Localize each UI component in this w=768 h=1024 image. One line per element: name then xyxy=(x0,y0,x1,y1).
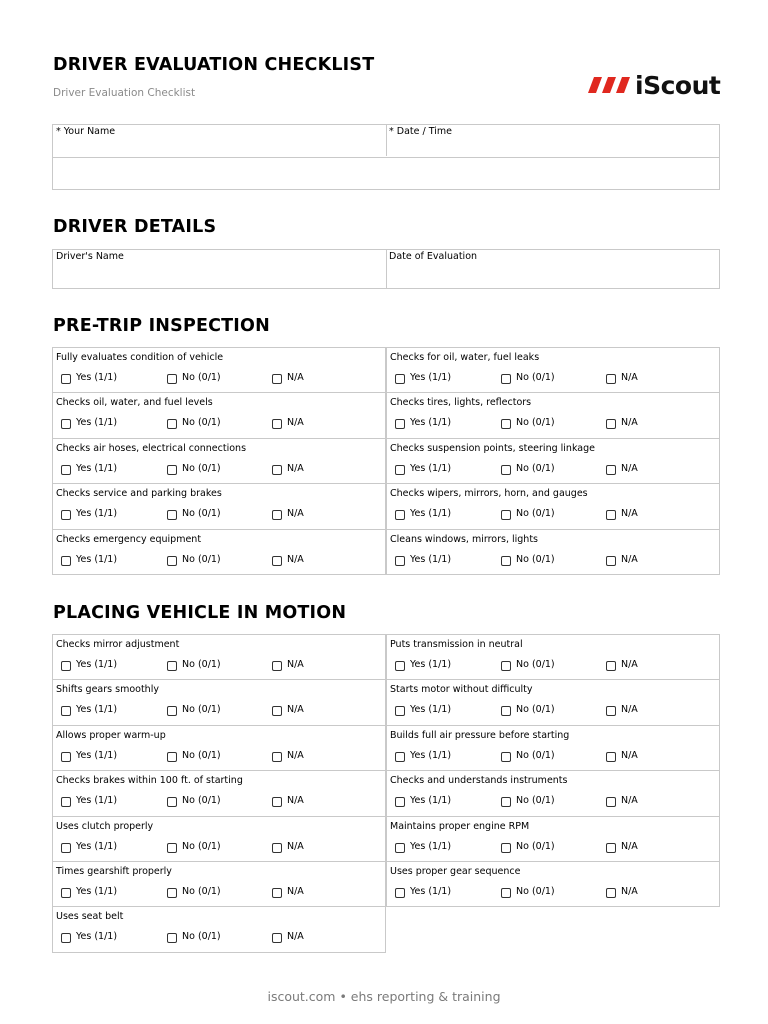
na-option[interactable] xyxy=(606,749,638,762)
na-option-label: N/A xyxy=(621,704,638,716)
no-option[interactable] xyxy=(501,416,555,429)
checkbox[interactable] xyxy=(167,888,177,898)
question-label: Checks for oil, water, fuel leaks xyxy=(390,352,540,363)
your-name-field[interactable] xyxy=(53,125,386,157)
question-label: Builds full air pressure before starting xyxy=(390,729,570,741)
no-option-label: No (0/1) xyxy=(182,462,221,474)
yes-option[interactable] xyxy=(61,885,117,898)
checkbox[interactable] xyxy=(272,888,282,898)
na-option-label: N/A xyxy=(287,749,304,761)
checkbox[interactable] xyxy=(61,933,71,943)
na-option[interactable] xyxy=(606,840,638,853)
checklist-item xyxy=(386,679,720,725)
footer-text: iscout.com • ehs reporting & training xyxy=(267,989,501,1004)
checklist-item xyxy=(52,392,386,438)
question-label: Checks tires, lights, reflectors xyxy=(390,397,532,409)
checkbox[interactable] xyxy=(395,888,405,898)
driver-details-table xyxy=(52,249,720,289)
drivers-name-field[interactable] xyxy=(53,250,386,288)
checklist-item xyxy=(386,861,720,907)
no-option-label: No (0/1) xyxy=(516,508,555,520)
yes-option[interactable] xyxy=(61,553,117,566)
yes-option-label: Yes (1/1) xyxy=(76,886,118,897)
checkbox[interactable] xyxy=(606,843,616,853)
brand-logo xyxy=(588,70,720,100)
no-option-label: No (0/1) xyxy=(182,372,221,383)
question-label: Checks oil, water, and fuel levels xyxy=(56,397,213,409)
na-option-label: N/A xyxy=(287,553,304,565)
na-option[interactable] xyxy=(606,416,638,429)
na-option-label: N/A xyxy=(287,372,304,383)
no-option-label: No (0/1) xyxy=(516,795,555,807)
checkbox[interactable] xyxy=(61,661,71,671)
na-option[interactable] xyxy=(272,371,304,384)
no-option[interactable] xyxy=(167,885,221,898)
question-label: Fully evaluates condition of vehicle xyxy=(56,352,224,363)
yes-option-label: Yes (1/1) xyxy=(410,886,452,897)
yes-option-label: Yes (1/1) xyxy=(76,462,118,474)
yes-option-label: Yes (1/1) xyxy=(76,840,118,852)
checkbox[interactable] xyxy=(501,465,511,475)
checkbox[interactable] xyxy=(61,706,71,716)
checkbox[interactable] xyxy=(606,465,616,475)
na-option[interactable] xyxy=(606,885,638,898)
checkbox[interactable] xyxy=(501,374,511,384)
checklist-item xyxy=(386,770,720,816)
yes-option[interactable] xyxy=(395,885,451,898)
yes-option-label: Yes (1/1) xyxy=(76,417,118,429)
na-option[interactable] xyxy=(272,840,304,853)
no-option[interactable] xyxy=(501,658,555,671)
question-label: Checks wipers, mirrors, horn, and gauges xyxy=(390,488,588,500)
question-label: Checks emergency equipment xyxy=(56,533,202,545)
checklist-item xyxy=(386,816,720,862)
no-option-label: No (0/1) xyxy=(182,704,221,716)
checkbox[interactable] xyxy=(167,419,177,429)
na-option[interactable] xyxy=(272,658,304,671)
yes-option-label: Yes (1/1) xyxy=(410,840,452,852)
no-option-label: No (0/1) xyxy=(516,462,555,474)
question-label: Allows proper warm-up xyxy=(56,729,166,741)
notes-field[interactable] xyxy=(53,158,719,189)
na-option[interactable] xyxy=(272,507,304,520)
checkbox[interactable] xyxy=(167,510,177,520)
checkbox[interactable] xyxy=(395,843,405,853)
na-option[interactable] xyxy=(606,703,638,716)
checkbox[interactable] xyxy=(395,556,405,566)
yes-option[interactable] xyxy=(61,794,117,807)
no-option[interactable] xyxy=(167,930,221,943)
no-option-label: No (0/1) xyxy=(516,749,555,761)
checkbox[interactable] xyxy=(606,419,616,429)
logo-slashes-icon xyxy=(588,77,632,93)
checkbox[interactable] xyxy=(606,797,616,807)
no-option-label: No (0/1) xyxy=(182,553,221,565)
yes-option[interactable] xyxy=(395,507,451,520)
checkbox[interactable] xyxy=(606,556,616,566)
checkbox[interactable] xyxy=(395,510,405,520)
checkbox[interactable] xyxy=(272,556,282,566)
na-option-label: N/A xyxy=(621,417,638,429)
yes-option-label: Yes (1/1) xyxy=(410,417,452,429)
na-option-label: N/A xyxy=(621,659,638,670)
checkbox[interactable] xyxy=(167,706,177,716)
date-time-label: * Date / Time xyxy=(389,126,452,137)
checkbox[interactable] xyxy=(167,465,177,475)
yes-option-label: Yes (1/1) xyxy=(410,553,452,565)
no-option[interactable] xyxy=(501,507,555,520)
yes-option[interactable] xyxy=(395,794,451,807)
checklist-item xyxy=(386,529,720,575)
checkbox[interactable] xyxy=(395,374,405,384)
yes-option-label: Yes (1/1) xyxy=(76,659,118,670)
na-option-label: N/A xyxy=(287,462,304,474)
evaluation-date-field[interactable] xyxy=(387,250,719,288)
question-label: Cleans windows, mirrors, lights xyxy=(390,533,539,545)
checkbox[interactable] xyxy=(395,419,405,429)
na-option[interactable] xyxy=(272,703,304,716)
na-option[interactable] xyxy=(606,794,638,807)
na-option[interactable] xyxy=(606,507,638,520)
na-option[interactable] xyxy=(606,462,638,475)
checklist-item xyxy=(52,347,386,393)
na-option-label: N/A xyxy=(621,508,638,520)
checklist-item xyxy=(52,861,386,907)
na-option[interactable] xyxy=(606,553,638,566)
checkbox[interactable] xyxy=(501,706,511,716)
no-option-label: No (0/1) xyxy=(182,840,221,852)
no-option[interactable] xyxy=(167,749,221,762)
no-option[interactable] xyxy=(167,658,221,671)
na-option[interactable] xyxy=(272,885,304,898)
checkbox[interactable] xyxy=(167,374,177,384)
yes-option[interactable] xyxy=(61,507,117,520)
checkbox[interactable] xyxy=(272,465,282,475)
no-option[interactable] xyxy=(501,749,555,762)
na-option[interactable] xyxy=(272,416,304,429)
checkbox[interactable] xyxy=(272,752,282,762)
na-option-label: N/A xyxy=(287,508,304,520)
na-option-label: N/A xyxy=(621,795,638,807)
no-option[interactable] xyxy=(501,885,555,898)
checkbox[interactable] xyxy=(61,510,71,520)
no-option[interactable] xyxy=(167,553,221,566)
yes-option[interactable] xyxy=(61,658,117,671)
checkbox[interactable] xyxy=(606,706,616,716)
no-option[interactable] xyxy=(167,416,221,429)
no-option[interactable] xyxy=(501,703,555,716)
na-option[interactable] xyxy=(272,930,304,943)
checkbox[interactable] xyxy=(61,888,71,898)
yes-option[interactable] xyxy=(61,416,117,429)
no-option-label: No (0/1) xyxy=(516,704,555,716)
checklist-item xyxy=(52,906,386,952)
no-option-label: No (0/1) xyxy=(182,417,221,429)
checklist-item xyxy=(386,392,720,438)
checkbox[interactable] xyxy=(501,510,511,520)
your-name-label: * Your Name xyxy=(56,126,116,137)
na-option-label: N/A xyxy=(287,659,304,670)
checklist-item xyxy=(52,529,386,575)
yes-option[interactable] xyxy=(61,840,117,853)
yes-option[interactable] xyxy=(61,930,117,943)
yes-option[interactable] xyxy=(395,703,451,716)
yes-option[interactable] xyxy=(61,371,117,384)
checkbox[interactable] xyxy=(501,843,511,853)
checkbox[interactable] xyxy=(501,888,511,898)
yes-option[interactable] xyxy=(61,749,117,762)
na-option-label: N/A xyxy=(287,931,304,943)
checklist-item xyxy=(386,438,720,484)
checkbox[interactable] xyxy=(395,465,405,475)
motion-heading: PLACING VEHICLE IN MOTION xyxy=(53,603,347,623)
na-option-label: N/A xyxy=(621,886,638,897)
question-label: Checks brakes within 100 ft. of starting xyxy=(56,775,243,787)
question-label: Times gearshift properly xyxy=(56,866,172,877)
question-label: Uses proper gear sequence xyxy=(390,866,521,877)
checkbox[interactable] xyxy=(606,374,616,384)
no-option-label: No (0/1) xyxy=(516,659,555,670)
checkbox[interactable] xyxy=(606,510,616,520)
checkbox[interactable] xyxy=(606,661,616,671)
checkbox[interactable] xyxy=(272,933,282,943)
yes-option-label: Yes (1/1) xyxy=(410,659,452,670)
question-label: Uses seat belt xyxy=(56,911,124,923)
yes-option-label: Yes (1/1) xyxy=(76,372,118,383)
checkbox[interactable] xyxy=(167,933,177,943)
checkbox[interactable] xyxy=(167,556,177,566)
no-option-label: No (0/1) xyxy=(516,886,555,897)
question-label: Maintains proper engine RPM xyxy=(390,820,530,832)
no-option-label: No (0/1) xyxy=(516,372,555,383)
checkbox[interactable] xyxy=(272,797,282,807)
pre-trip-heading: PRE-TRIP INSPECTION xyxy=(53,316,270,336)
no-option[interactable] xyxy=(501,840,555,853)
na-option-label: N/A xyxy=(287,840,304,852)
na-option-label: N/A xyxy=(621,553,638,565)
checkbox[interactable] xyxy=(606,752,616,762)
question-label: Checks air hoses, electrical connections xyxy=(56,442,247,454)
checkbox[interactable] xyxy=(61,419,71,429)
checkbox[interactable] xyxy=(501,556,511,566)
na-option-label: N/A xyxy=(287,417,304,429)
checkbox[interactable] xyxy=(395,797,405,807)
na-option-label: N/A xyxy=(287,704,304,716)
na-option[interactable] xyxy=(272,462,304,475)
na-option-label: N/A xyxy=(621,462,638,474)
question-label: Shifts gears smoothly xyxy=(56,684,159,696)
checkbox[interactable] xyxy=(272,374,282,384)
no-option-label: No (0/1) xyxy=(182,886,221,897)
yes-option[interactable] xyxy=(395,416,451,429)
checkbox[interactable] xyxy=(272,510,282,520)
checkbox[interactable] xyxy=(167,797,177,807)
checklist-item xyxy=(386,725,720,771)
na-option-label: N/A xyxy=(621,372,638,383)
page-title: DRIVER EVALUATION CHECKLIST xyxy=(53,55,375,75)
yes-option-label: Yes (1/1) xyxy=(410,704,452,716)
yes-option-label: Yes (1/1) xyxy=(410,462,452,474)
checkbox[interactable] xyxy=(395,661,405,671)
yes-option[interactable] xyxy=(395,749,451,762)
yes-option-label: Yes (1/1) xyxy=(410,795,452,807)
checkbox[interactable] xyxy=(272,706,282,716)
no-option[interactable] xyxy=(501,553,555,566)
question-label: Starts motor without difficulty xyxy=(390,684,533,696)
question-label: Uses clutch properly xyxy=(56,820,154,832)
no-option[interactable] xyxy=(167,462,221,475)
checkbox[interactable] xyxy=(501,752,511,762)
checkbox[interactable] xyxy=(272,419,282,429)
checklist-item xyxy=(52,770,386,816)
checkbox[interactable] xyxy=(606,888,616,898)
no-option[interactable] xyxy=(501,462,555,475)
yes-option-label: Yes (1/1) xyxy=(76,508,118,520)
na-option-label: N/A xyxy=(287,795,304,807)
question-label: Checks and understands instruments xyxy=(390,775,568,787)
na-option-label: N/A xyxy=(287,886,304,897)
yes-option-label: Yes (1/1) xyxy=(76,795,118,807)
evaluation-date-label: Date of Evaluation xyxy=(389,251,478,262)
question-label: Puts transmission in neutral xyxy=(390,639,523,650)
na-option[interactable] xyxy=(606,371,638,384)
no-option-label: No (0/1) xyxy=(516,840,555,852)
checkbox[interactable] xyxy=(272,843,282,853)
yes-option[interactable] xyxy=(395,658,451,671)
checkbox[interactable] xyxy=(167,661,177,671)
checkbox[interactable] xyxy=(272,661,282,671)
checkbox[interactable] xyxy=(167,752,177,762)
checklist-item xyxy=(386,483,720,529)
checklist-item xyxy=(52,816,386,862)
yes-option-label: Yes (1/1) xyxy=(76,553,118,565)
checkbox[interactable] xyxy=(501,661,511,671)
question-label: Checks suspension points, steering linkage xyxy=(390,442,595,454)
na-option[interactable] xyxy=(272,794,304,807)
no-option-label: No (0/1) xyxy=(182,508,221,520)
checkbox[interactable] xyxy=(61,556,71,566)
no-option[interactable] xyxy=(167,507,221,520)
yes-option-label: Yes (1/1) xyxy=(76,749,118,761)
no-option[interactable] xyxy=(167,840,221,853)
no-option-label: No (0/1) xyxy=(182,659,221,670)
yes-option[interactable] xyxy=(395,371,451,384)
na-option-label: N/A xyxy=(621,749,638,761)
checkbox[interactable] xyxy=(395,752,405,762)
question-label: Checks mirror adjustment xyxy=(56,639,180,650)
checklist-item xyxy=(52,634,386,680)
checkbox[interactable] xyxy=(395,706,405,716)
yes-option[interactable] xyxy=(395,553,451,566)
yes-option[interactable] xyxy=(395,840,451,853)
no-option-label: No (0/1) xyxy=(516,553,555,565)
yes-option-label: Yes (1/1) xyxy=(76,704,118,716)
page-subtitle: Driver Evaluation Checklist xyxy=(53,87,196,99)
yes-option-label: Yes (1/1) xyxy=(410,508,452,520)
checkbox[interactable] xyxy=(501,419,511,429)
checkbox[interactable] xyxy=(167,843,177,853)
no-option-label: No (0/1) xyxy=(182,931,221,943)
no-option-label: No (0/1) xyxy=(182,749,221,761)
no-option[interactable] xyxy=(501,371,555,384)
drivers-name-label: Driver's Name xyxy=(56,251,124,262)
checkbox[interactable] xyxy=(61,752,71,762)
no-option-label: No (0/1) xyxy=(516,417,555,429)
checklist-item xyxy=(52,438,386,484)
yes-option[interactable] xyxy=(61,703,117,716)
no-option[interactable] xyxy=(167,371,221,384)
no-option[interactable] xyxy=(501,794,555,807)
no-option[interactable] xyxy=(167,703,221,716)
checklist-item xyxy=(386,347,720,393)
na-option[interactable] xyxy=(272,749,304,762)
driver-details-heading: DRIVER DETAILS xyxy=(53,217,217,237)
no-option[interactable] xyxy=(167,794,221,807)
yes-option-label: Yes (1/1) xyxy=(76,931,118,943)
checklist-item xyxy=(52,679,386,725)
question-label: Checks service and parking brakes xyxy=(56,488,222,500)
yes-option-label: Yes (1/1) xyxy=(410,749,452,761)
yes-option-label: Yes (1/1) xyxy=(410,372,452,383)
logo-text: iScout xyxy=(635,70,721,100)
top-fields-table xyxy=(52,124,720,190)
checkbox[interactable] xyxy=(61,797,71,807)
checkbox[interactable] xyxy=(61,374,71,384)
yes-option[interactable] xyxy=(61,462,117,475)
date-time-field[interactable] xyxy=(387,125,719,157)
checkbox[interactable] xyxy=(61,843,71,853)
checklist-item xyxy=(386,634,720,680)
na-option[interactable] xyxy=(606,658,638,671)
no-option-label: No (0/1) xyxy=(182,795,221,807)
checkbox[interactable] xyxy=(501,797,511,807)
checklist-item xyxy=(52,483,386,529)
na-option[interactable] xyxy=(272,553,304,566)
yes-option[interactable] xyxy=(395,462,451,475)
checkbox[interactable] xyxy=(61,465,71,475)
na-option-label: N/A xyxy=(621,840,638,852)
checklist-item xyxy=(52,725,386,771)
